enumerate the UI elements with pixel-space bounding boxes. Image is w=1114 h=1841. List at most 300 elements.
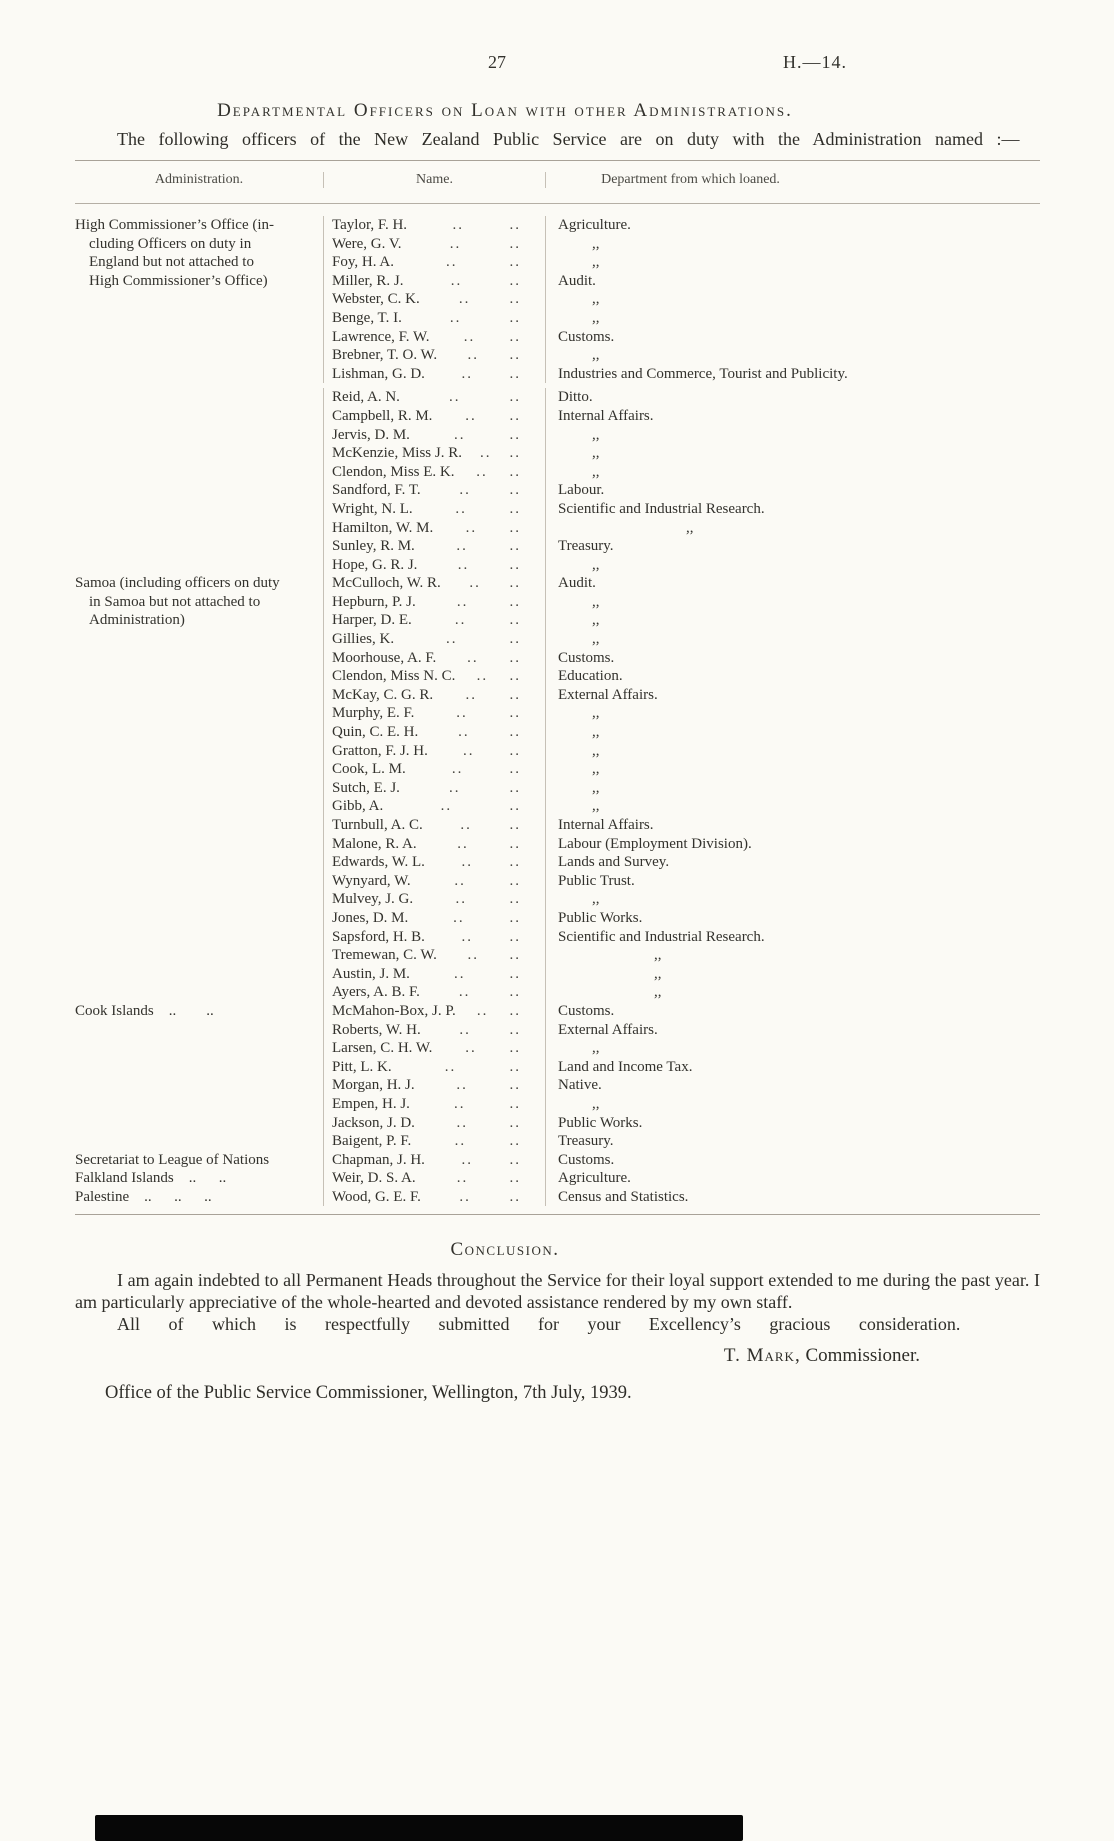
table-header-department: Department from which loaned. <box>545 172 1040 188</box>
leader-dots: .. <box>456 1170 469 1187</box>
leader-dots: .. <box>461 854 473 871</box>
table-row <box>75 1114 1040 1133</box>
table-row <box>75 481 1040 500</box>
leader-dots: .. <box>467 347 480 364</box>
table-row <box>75 253 1040 272</box>
administration-cell <box>75 444 323 463</box>
leader-dots: .. <box>509 686 521 703</box>
officer-name: Austin, J. M. <box>332 965 410 982</box>
administration-cell <box>75 556 323 575</box>
officer-name: Empen, H. J. <box>332 1095 410 1112</box>
officer-name: Gibb, A. <box>332 798 384 815</box>
table-row <box>75 444 1040 463</box>
table-header-administration: Administration. <box>154 172 244 187</box>
table-header-name: Name. <box>323 172 545 188</box>
department-cell: ,, <box>545 426 1040 445</box>
department-cell: ,, <box>545 1095 1040 1114</box>
officer-name: Turnbull, A. C. <box>332 817 423 833</box>
administration-cell <box>75 946 323 965</box>
leader-dots: .. <box>509 235 521 252</box>
administration-cell <box>75 909 323 928</box>
officer-name: Jervis, D. M. <box>332 426 410 443</box>
officer-name: McCulloch, W. R. <box>332 575 441 592</box>
administration-cell <box>75 965 323 984</box>
leader-dots: .. <box>449 235 462 252</box>
officer-name: Lawrence, F. W. <box>332 328 430 345</box>
administration-cell: England but not attached to <box>89 254 254 271</box>
officer-name: McMahon-Box, J. P. <box>332 1002 456 1019</box>
intro-paragraph: The following officers of the New Zealand Public Service are on duty with the Administration named :— <box>117 129 1020 149</box>
officer-name: McKenzie, Miss J. R. <box>332 445 462 462</box>
table-row <box>75 407 1040 426</box>
conclusion-title: Conclusion. <box>450 1239 560 1261</box>
name-cell <box>323 686 545 705</box>
department-cell: ,, <box>545 760 1040 779</box>
table-row <box>75 667 1040 686</box>
leader-dots: .. <box>509 254 521 271</box>
administration-cell <box>75 1076 323 1095</box>
table-row <box>75 611 1040 630</box>
officer-name: Tremewan, C. W. <box>332 947 437 964</box>
administration-cell <box>75 426 323 445</box>
leader-dots: .. <box>465 1040 477 1057</box>
department-cell: ,, <box>545 983 1040 1002</box>
department-cell: Native. <box>545 1076 1040 1095</box>
department-cell: Customs. <box>545 1002 1040 1021</box>
leader-dots: .. <box>463 328 476 345</box>
table-row <box>75 853 1040 872</box>
administration-cell <box>75 928 323 947</box>
leader-dots: .. <box>509 1040 521 1057</box>
officer-name: Moorhouse, A. F. <box>332 649 437 666</box>
table-row <box>75 1151 1040 1170</box>
department-cell: ,, <box>545 444 1040 463</box>
table-row <box>75 426 1040 445</box>
leader-dots: .. <box>509 872 521 889</box>
officer-name: Quin, C. E. H. <box>332 724 419 741</box>
officer-name: Benge, T. I. <box>332 309 402 326</box>
department-cell: ,, <box>545 309 1040 328</box>
table-row <box>75 965 1040 984</box>
administration-cell <box>75 1132 323 1151</box>
officer-name: Pitt, L. K. <box>332 1058 392 1075</box>
table-row <box>75 1021 1040 1040</box>
officer-name: Were, G. V. <box>332 235 402 252</box>
leader-dots: .. <box>456 1114 468 1131</box>
officer-name: Malone, R. A. <box>332 835 417 852</box>
name-cell <box>323 1095 545 1114</box>
leader-dots: .. <box>509 309 521 326</box>
department-cell: ,, <box>545 1039 1040 1058</box>
department-cell: ,, <box>545 235 1040 254</box>
administration-cell: Palestine .. .. .. <box>75 1188 212 1205</box>
leader-dots: .. <box>509 909 521 926</box>
table-row <box>75 649 1040 668</box>
leader-dots: .. <box>509 928 521 945</box>
leader-dots: .. <box>458 291 471 308</box>
table-row <box>75 1095 1040 1114</box>
conclusion-paragraph-1: I am again indebted to all Permanent Heads throughout the Service for their loyal support extended to me during the past year. I am particularly appreciative of the whole-hearted and devoted assistance rendered by my own staff. <box>75 1270 1040 1313</box>
signature-role: Commissioner. <box>805 1345 920 1367</box>
table-row <box>75 272 1040 291</box>
name-cell <box>323 1076 545 1095</box>
administration-cell <box>75 309 323 328</box>
administration-cell <box>75 346 323 365</box>
table-row <box>75 928 1040 947</box>
department-cell: Education. <box>545 667 1040 686</box>
leader-dots: .. <box>509 347 521 364</box>
name-cell <box>323 872 545 891</box>
administration-cell: Samoa (including officers on duty <box>75 575 280 592</box>
officer-name: Clendon, Miss E. K. <box>332 463 455 480</box>
name-cell <box>323 574 545 593</box>
leader-dots: .. <box>509 328 521 345</box>
table-row <box>75 872 1040 891</box>
leader-dots: .. <box>509 817 521 833</box>
department-cell: Audit. <box>545 574 1040 593</box>
officer-name: Wood, G. E. F. <box>332 1188 421 1205</box>
administration-cell <box>75 779 323 798</box>
leader-dots: .. <box>465 519 478 536</box>
administration-cell <box>75 328 323 347</box>
leader-dots: .. <box>509 668 521 685</box>
name-cell <box>323 1058 545 1077</box>
table-row <box>75 1169 1040 1188</box>
office-line: Office of the Public Service Commissioner, Wellington, 7th July, 1939. <box>105 1383 632 1404</box>
leader-dots: .. <box>509 631 521 648</box>
name-cell <box>323 667 545 686</box>
officer-name: Brebner, T. O. W. <box>332 347 438 364</box>
name-cell <box>323 909 545 928</box>
department-cell: Public Works. <box>545 1114 1040 1133</box>
leader-dots: .. <box>452 217 465 233</box>
name-cell <box>323 556 545 575</box>
leader-dots: .. <box>462 742 475 759</box>
table-row <box>75 388 1040 407</box>
officer-name: Hope, G. R. J. <box>332 556 418 573</box>
department-cell: Internal Affairs. <box>545 407 1040 426</box>
department-cell: ,, <box>545 611 1040 630</box>
name-cell <box>323 928 545 947</box>
leader-dots: .. <box>509 1095 521 1112</box>
table-row <box>75 835 1040 854</box>
leader-dots: .. <box>509 742 521 759</box>
leader-dots: .. <box>509 575 521 592</box>
administration-cell <box>75 1095 323 1114</box>
table-row <box>75 1188 1040 1207</box>
administration-cell <box>75 290 323 309</box>
leader-dots: .. <box>509 947 521 964</box>
officer-name: Jones, D. M. <box>332 909 409 926</box>
leader-dots: .. <box>454 1133 467 1150</box>
table-row <box>75 500 1040 519</box>
leader-dots: .. <box>509 1188 521 1205</box>
department-cell: ,, <box>545 797 1040 816</box>
department-cell: External Affairs. <box>545 686 1040 705</box>
leader-dots: .. <box>457 556 470 573</box>
leader-dots: .. <box>456 1077 468 1094</box>
name-cell <box>323 853 545 872</box>
officer-name: Ayers, A. B. F. <box>332 984 420 1001</box>
leader-dots: .. <box>446 631 458 648</box>
name-cell <box>323 890 545 909</box>
name-cell <box>323 1114 545 1133</box>
department-cell: Labour (Employment Division). <box>545 835 1040 854</box>
administration-cell <box>75 835 323 854</box>
leader-dots: .. <box>460 817 472 833</box>
leader-dots: .. <box>461 928 473 945</box>
leader-dots: .. <box>509 1021 521 1038</box>
leader-dots: .. <box>456 538 468 555</box>
leader-dots: .. <box>509 1151 521 1168</box>
administration-cell: High Commissioner’s Office) <box>89 272 268 289</box>
table-row <box>75 593 1040 612</box>
department-cell: ,, <box>545 779 1040 798</box>
name-cell <box>323 965 545 984</box>
table-row <box>75 365 1040 384</box>
page-header <box>75 52 1040 78</box>
name-cell <box>323 426 545 445</box>
officer-name: Harper, D. E. <box>332 612 412 629</box>
name-cell <box>323 835 545 854</box>
department-cell: Internal Affairs. <box>545 816 1040 835</box>
leader-dots: .. <box>509 482 521 499</box>
leader-dots: .. <box>509 705 521 722</box>
officer-name: Edwards, W. L. <box>332 854 425 871</box>
department-cell: Census and Statistics. <box>545 1188 1040 1207</box>
leader-dots: .. <box>456 705 468 722</box>
department-cell: ,, <box>545 253 1040 272</box>
name-cell <box>323 309 545 328</box>
leader-dots: .. <box>454 612 467 629</box>
leader-dots: .. <box>440 798 453 815</box>
name-cell <box>323 365 545 384</box>
administration-cell: High Commissioner’s Office (in- <box>75 217 275 233</box>
department-cell: Audit. <box>545 272 1040 291</box>
officer-name: Gratton, F. J. H. <box>332 742 428 759</box>
department-cell: ,, <box>545 519 1040 538</box>
department-cell: Scientific and Industrial Research. <box>545 928 1040 947</box>
name-cell <box>323 407 545 426</box>
leader-dots: .. <box>455 500 467 517</box>
name-cell <box>323 444 545 463</box>
officer-name: Murphy, E. F. <box>332 705 415 722</box>
administration-cell: Falkland Islands .. .. <box>75 1170 227 1187</box>
department-cell: ,, <box>545 890 1040 909</box>
leader-dots: .. <box>509 445 521 462</box>
officer-name: Weir, D. S. A. <box>332 1170 416 1187</box>
department-cell: ,, <box>545 946 1040 965</box>
officer-name: Clendon, Miss N. C. <box>332 668 456 685</box>
leader-dots: .. <box>453 1095 466 1112</box>
department-cell: Ditto. <box>545 388 1040 407</box>
name-cell <box>323 1039 545 1058</box>
leader-dots: .. <box>509 389 521 406</box>
administration-cell: in Samoa but not attached to <box>89 593 261 610</box>
leader-dots: .. <box>448 389 461 406</box>
administration-cell <box>75 816 323 835</box>
leader-dots: .. <box>509 891 521 908</box>
administration-cell <box>75 853 323 872</box>
department-cell: Public Trust. <box>545 872 1040 891</box>
officer-name: Sapsford, H. B. <box>332 928 425 945</box>
table-row <box>75 574 1040 593</box>
scan-artifact-bar <box>95 1815 743 1841</box>
page-number: 27 <box>488 52 506 72</box>
officer-name: Sutch, E. J. <box>332 779 400 796</box>
officer-name: Larsen, C. H. W. <box>332 1040 433 1057</box>
table-row <box>75 1076 1040 1095</box>
name-cell <box>323 760 545 779</box>
signature-name: T. Mark, <box>723 1345 801 1367</box>
administration-cell: cluding Officers on duty in <box>89 235 252 252</box>
administration-cell <box>75 463 323 482</box>
leader-dots: .. <box>509 463 521 480</box>
officers-table <box>75 160 1040 1215</box>
department-cell: Labour. <box>545 481 1040 500</box>
name-cell <box>323 723 545 742</box>
leader-dots: .. <box>455 891 468 908</box>
leader-dots: .. <box>476 463 488 480</box>
name-cell <box>323 779 545 798</box>
leader-dots: .. <box>509 272 521 289</box>
leader-dots: .. <box>509 1077 521 1094</box>
leader-dots: .. <box>509 407 521 424</box>
table-row <box>75 1039 1040 1058</box>
leader-dots: .. <box>461 365 473 382</box>
table-row <box>75 556 1040 575</box>
name-cell <box>323 611 545 630</box>
table-row <box>75 463 1040 482</box>
administration-cell <box>75 686 323 705</box>
name-cell <box>323 816 545 835</box>
administration-cell <box>75 537 323 556</box>
administration-cell <box>75 667 323 686</box>
name-cell <box>323 500 545 519</box>
officer-name: Miller, R. J. <box>332 272 404 289</box>
leader-dots: .. <box>509 984 521 1001</box>
department-cell: ,, <box>545 290 1040 309</box>
department-cell: ,, <box>545 723 1040 742</box>
administration-cell: Secretariat to League of Nations <box>75 1151 270 1168</box>
leader-dots: .. <box>509 593 521 610</box>
name-cell <box>323 797 545 816</box>
officer-name: Wynyard, W. <box>332 872 411 889</box>
table-body <box>75 204 1040 1214</box>
leader-dots: .. <box>476 668 489 685</box>
administration-cell <box>75 704 323 723</box>
leader-dots: .. <box>469 575 481 592</box>
name-cell <box>323 481 545 500</box>
department-cell: Agriculture. <box>545 216 1040 235</box>
leader-dots: .. <box>457 835 469 852</box>
administration-cell <box>75 890 323 909</box>
table-row <box>75 946 1040 965</box>
administration-cell <box>75 1114 323 1133</box>
table-row <box>75 816 1040 835</box>
leader-dots: .. <box>459 1021 471 1038</box>
name-cell <box>323 983 545 1002</box>
department-cell: Treasury. <box>545 1132 1040 1151</box>
leader-dots: .. <box>476 1002 489 1019</box>
table-row <box>75 235 1040 254</box>
table-row <box>75 742 1040 761</box>
administration-cell: Administration) <box>89 612 185 629</box>
name-cell <box>323 1021 545 1040</box>
name-cell <box>323 593 545 612</box>
name-cell <box>323 519 545 538</box>
leader-dots: .. <box>509 612 521 629</box>
leader-dots: .. <box>458 984 471 1001</box>
table-row <box>75 537 1040 556</box>
officer-name: Mulvey, J. G. <box>332 891 414 908</box>
department-cell: Land and Income Tax. <box>545 1058 1040 1077</box>
name-cell <box>323 742 545 761</box>
name-cell <box>323 253 545 272</box>
table-row <box>75 704 1040 723</box>
leader-dots: .. <box>509 217 521 233</box>
department-cell: ,, <box>545 556 1040 575</box>
name-cell <box>323 216 545 235</box>
officer-name: Taylor, F. H. <box>332 217 408 233</box>
table-row <box>75 686 1040 705</box>
leader-dots: .. <box>509 1170 521 1187</box>
leader-dots: .. <box>509 365 521 382</box>
department-cell: ,, <box>545 704 1040 723</box>
leader-dots: .. <box>509 798 521 815</box>
table-row <box>75 1058 1040 1077</box>
officer-name: Baigent, P. F. <box>332 1133 412 1150</box>
leader-dots: .. <box>461 1151 473 1168</box>
officer-name: Roberts, W. H. <box>332 1021 421 1038</box>
leader-dots: .. <box>454 872 466 889</box>
department-cell: ,, <box>545 463 1040 482</box>
officer-name: Lishman, G. D. <box>332 365 425 382</box>
administration-cell <box>75 519 323 538</box>
table-row <box>75 890 1040 909</box>
table-row <box>75 328 1040 347</box>
name-cell <box>323 704 545 723</box>
signature <box>75 1345 1040 1367</box>
administration-cell <box>75 1058 323 1077</box>
department-cell: ,, <box>545 346 1040 365</box>
administration-cell <box>75 365 323 384</box>
administration-cell <box>75 723 323 742</box>
name-cell <box>323 235 545 254</box>
table-row <box>75 519 1040 538</box>
department-cell: Scientific and Industrial Research. <box>545 500 1040 519</box>
leader-dots: .. <box>445 254 458 271</box>
department-cell: ,, <box>545 742 1040 761</box>
table-row <box>75 309 1040 328</box>
leader-dots: .. <box>467 649 479 666</box>
administration-cell <box>75 1039 323 1058</box>
leader-dots: .. <box>448 779 461 796</box>
officer-name: Morgan, H. J. <box>332 1077 415 1094</box>
leader-dots: .. <box>453 426 466 443</box>
leader-dots: .. <box>509 538 521 555</box>
name-cell <box>323 463 545 482</box>
department-cell: ,, <box>545 630 1040 649</box>
leader-dots: .. <box>459 1188 471 1205</box>
department-cell: ,, <box>545 593 1040 612</box>
department-cell: Agriculture. <box>545 1169 1040 1188</box>
leader-dots: .. <box>467 947 479 964</box>
table-row <box>75 909 1040 928</box>
leader-dots: .. <box>456 593 469 610</box>
leader-dots: .. <box>449 309 462 326</box>
officer-name: Sandford, F. T. <box>332 482 421 499</box>
